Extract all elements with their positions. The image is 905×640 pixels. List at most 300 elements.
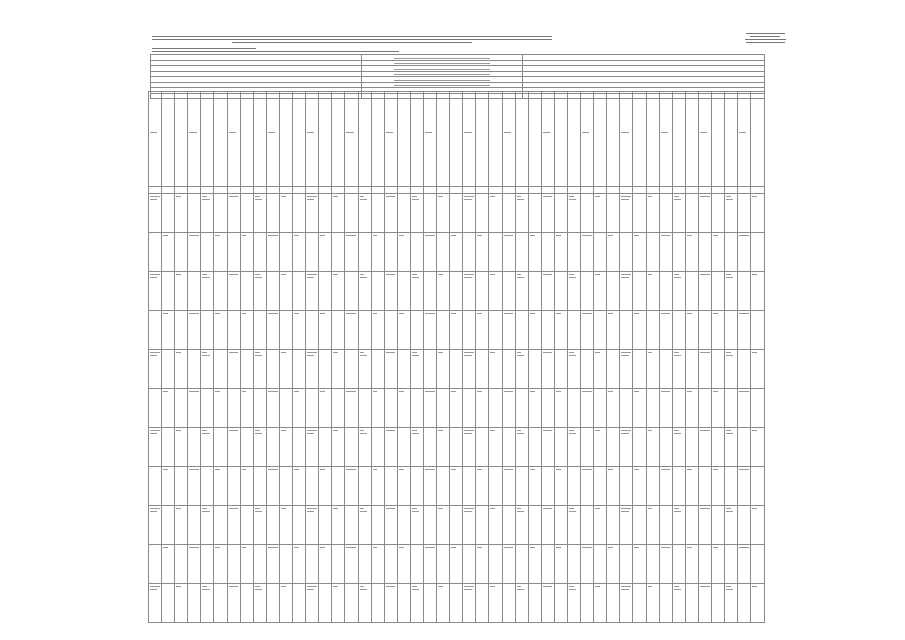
table-row-cell [554,311,567,350]
table-row-cell [345,545,358,584]
table-row-cell [306,311,319,350]
table-row-cell [214,467,227,506]
table-row-cell [345,584,358,623]
table-row-cell [188,389,201,428]
table-row-cell [554,428,567,467]
table-row-cell [738,272,751,311]
table-row-cell [476,389,489,428]
column-number-row-cell [175,187,188,194]
table-row-cell [620,389,633,428]
table-row-cell [725,584,738,623]
table-row-cell [358,350,371,389]
table-row-cell [371,194,384,233]
table-row-cell [463,467,476,506]
column-header-row-cell [515,92,528,187]
table-row-cell [594,389,607,428]
table-row-cell [214,350,227,389]
table-row-cell [332,545,345,584]
table-row-cell [437,428,450,467]
table-row-cell [751,311,765,350]
table-row-cell [581,389,594,428]
column-number-row-cell [581,187,594,194]
table-row-cell [672,467,685,506]
table-row-cell [725,233,738,272]
table-row-cell [659,428,672,467]
table-row-cell [253,506,266,545]
table-row-cell [266,467,279,506]
table-row-cell [594,194,607,233]
table-row-cell [659,389,672,428]
table-row-cell [240,467,253,506]
table-row-cell [463,506,476,545]
table-row-cell [450,389,463,428]
table-row-cell [293,467,306,506]
table-row-cell [319,428,332,467]
table-row-cell [633,350,646,389]
table-row-cell [397,506,410,545]
table-row-cell [423,467,436,506]
table-row-cell [371,389,384,428]
column-header-row-cell [149,92,162,187]
table-row-cell [253,272,266,311]
table-row-cell [620,428,633,467]
column-number-row-cell [437,187,450,194]
table-row-cell [568,389,581,428]
column-header-row-cell [188,92,201,187]
table-row-cell [162,350,175,389]
table-row-cell [345,506,358,545]
table-row-cell [162,389,175,428]
registry-table [148,91,765,623]
column-number-row-cell [293,187,306,194]
column-number-row-cell [607,187,620,194]
table-row-cell [698,389,711,428]
table-row-cell [607,428,620,467]
table-row-cell [672,272,685,311]
table-row-cell [541,584,554,623]
approval-block [738,33,793,43]
column-header-row-cell [306,92,319,187]
table-row-cell [751,233,765,272]
table-row-cell [489,194,502,233]
table-row-cell [332,506,345,545]
column-header-row-cell [646,92,659,187]
table-row-cell [541,389,554,428]
column-number-row-cell [345,187,358,194]
column-number-row-cell [712,187,725,194]
table-row-cell [214,506,227,545]
table-row-cell [489,467,502,506]
table-row-cell [214,428,227,467]
column-number-row-cell [450,187,463,194]
column-number-row-cell [188,187,201,194]
table-row-cell [633,545,646,584]
table-row-cell [528,233,541,272]
table-row-cell [725,311,738,350]
table-row-cell [214,233,227,272]
column-header-row-cell [319,92,332,187]
table-row-cell [279,350,292,389]
table-row [149,584,765,623]
table-row-cell [397,272,410,311]
column-number-row-cell [594,187,607,194]
table-row-cell [685,545,698,584]
table-row-cell [502,506,515,545]
table-row-cell [541,194,554,233]
column-number-row-cell [489,187,502,194]
table-row-cell [345,467,358,506]
table-row-cell [685,584,698,623]
table-row-cell [568,467,581,506]
column-header-row-cell [332,92,345,187]
table-row-cell [175,389,188,428]
table-row-cell [528,272,541,311]
table-row-cell [371,545,384,584]
table-row-cell [685,389,698,428]
table-row-cell [489,311,502,350]
table-row-cell [751,428,765,467]
table-row-cell [450,584,463,623]
table-row-cell [620,584,633,623]
table-row-cell [162,194,175,233]
table-row-cell [175,506,188,545]
table-row-cell [332,584,345,623]
table-row-cell [738,428,751,467]
column-header-row-cell [397,92,410,187]
table-row-cell [384,428,397,467]
table-row-cell [450,272,463,311]
table-row-cell [594,311,607,350]
table-row-cell [423,194,436,233]
table-row-cell [397,545,410,584]
table-row-cell [437,584,450,623]
table-row-cell [594,584,607,623]
table-row-cell [279,233,292,272]
table-row-cell [633,506,646,545]
table-row-cell [227,311,240,350]
table-row-cell [502,350,515,389]
table-row-cell [319,584,332,623]
table-row-cell [712,506,725,545]
table-row-cell [633,389,646,428]
table-row-cell [738,467,751,506]
table-row-cell [712,389,725,428]
table-row-cell [712,467,725,506]
table-row-cell [698,584,711,623]
table-row-cell [227,467,240,506]
table-row-cell [240,506,253,545]
table-row-cell [502,194,515,233]
table-row-cell [489,545,502,584]
table-row-cell [685,233,698,272]
table-row-cell [371,506,384,545]
column-number-row-cell [646,187,659,194]
table-row-cell [306,467,319,506]
table-row-cell [410,311,423,350]
table-row-cell [685,506,698,545]
table-row-cell [358,545,371,584]
table-row-cell [149,584,162,623]
table-row [149,506,765,545]
table-row-cell [149,545,162,584]
table-row-cell [175,233,188,272]
table-row-cell [476,272,489,311]
table-row-cell [345,311,358,350]
table-row-cell [384,545,397,584]
table-row-cell [214,545,227,584]
column-header-row-cell [240,92,253,187]
table-row-cell [581,194,594,233]
table-row-cell [410,467,423,506]
table-row-cell [162,428,175,467]
table-row-cell [227,584,240,623]
table-row-cell [437,506,450,545]
table-row-cell [450,545,463,584]
column-number-row-cell [384,187,397,194]
table-row-cell [541,467,554,506]
table-row-cell [450,233,463,272]
table-row-cell [371,584,384,623]
table-row-cell [240,584,253,623]
table-row-cell [188,311,201,350]
table-row-cell [384,311,397,350]
table-row-cell [332,311,345,350]
column-number-row-cell [502,187,515,194]
table-row-cell [738,389,751,428]
table-row-cell [502,311,515,350]
table-row-cell [751,350,765,389]
table-row-cell [214,272,227,311]
table-row-cell [253,545,266,584]
table-row-cell [332,350,345,389]
table-row-cell [201,350,214,389]
table-row-cell [515,311,528,350]
table-row-cell [384,467,397,506]
table-row-cell [149,467,162,506]
table-row-cell [646,233,659,272]
table-row-cell [620,506,633,545]
table-row-cell [568,506,581,545]
table-row-cell [476,350,489,389]
table-row-cell [607,584,620,623]
table-row-cell [659,467,672,506]
table-row-cell [751,584,765,623]
table-row-cell [371,233,384,272]
table-row-cell [594,233,607,272]
table-row-cell [332,467,345,506]
table-row-cell [568,350,581,389]
table-row-cell [672,194,685,233]
table-row-cell [437,545,450,584]
table-row-cell [266,350,279,389]
table-row-cell [541,272,554,311]
table-row-cell [423,389,436,428]
table-row-cell [423,428,436,467]
column-number-row-cell [332,187,345,194]
table-row-cell [319,389,332,428]
column-header-row-cell [698,92,711,187]
table-row-cell [541,233,554,272]
table-row-cell [528,311,541,350]
table-row-cell [201,272,214,311]
table-row-cell [345,428,358,467]
table-row-cell [450,194,463,233]
table-row-cell [162,584,175,623]
table-row-cell [620,311,633,350]
table-row-cell [266,194,279,233]
table-row-cell [384,350,397,389]
table-row-cell [253,467,266,506]
document-subtitle [152,34,552,44]
table-row-cell [633,584,646,623]
column-header-row-cell [384,92,397,187]
table-row-cell [554,272,567,311]
table-row-cell [489,506,502,545]
column-header-row-cell [659,92,672,187]
table-row-cell [266,584,279,623]
table-row-cell [279,311,292,350]
column-header-row-cell [541,92,554,187]
table-row-cell [515,389,528,428]
table-row-cell [502,545,515,584]
column-number-row-cell [410,187,423,194]
table-row-cell [410,584,423,623]
table-row-cell [384,389,397,428]
table-row-cell [712,545,725,584]
table-row-cell [502,584,515,623]
table-row-cell [437,350,450,389]
table-row-cell [698,506,711,545]
column-header-row [149,92,765,187]
table-row-cell [502,389,515,428]
table-row-cell [672,389,685,428]
table-row-cell [528,545,541,584]
table-row-cell [345,350,358,389]
table-row-cell [620,467,633,506]
table-row-cell [489,389,502,428]
table-row-cell [712,272,725,311]
table-row-cell [149,506,162,545]
table-row-cell [646,389,659,428]
table-row-cell [188,350,201,389]
table-row-cell [463,194,476,233]
table-row-cell [371,272,384,311]
table-row-cell [528,506,541,545]
table-row-cell [162,272,175,311]
table-row-cell [319,272,332,311]
table-row-cell [227,194,240,233]
column-number-row-cell [423,187,436,194]
table-row-cell [476,467,489,506]
column-number-row-cell [371,187,384,194]
table-row-cell [581,311,594,350]
table-row-cell [358,389,371,428]
table-row-cell [725,428,738,467]
column-number-row-cell [568,187,581,194]
table-row-cell [175,545,188,584]
table-row-cell [266,389,279,428]
column-number-row-cell [266,187,279,194]
table-row [149,389,765,428]
table-row-cell [633,467,646,506]
table-row-cell [214,389,227,428]
table-row-cell [515,350,528,389]
table-row-cell [541,545,554,584]
table-row-cell [358,233,371,272]
table-row-cell [489,350,502,389]
column-number-row-cell [201,187,214,194]
table-row-cell [227,272,240,311]
column-number-row-cell [685,187,698,194]
table-row-cell [646,350,659,389]
table-row-cell [659,311,672,350]
table-row-cell [397,584,410,623]
table-row-cell [332,194,345,233]
table-row-cell [279,506,292,545]
table-row-cell [725,545,738,584]
table-row-cell [345,272,358,311]
table-row-cell [279,389,292,428]
table-row-cell [568,428,581,467]
table-row-cell [253,428,266,467]
column-header-row-cell [633,92,646,187]
table-row-cell [358,311,371,350]
table-row-cell [463,545,476,584]
table-row-cell [437,389,450,428]
table-row-cell [423,506,436,545]
table-row-cell [698,311,711,350]
table-row-cell [384,194,397,233]
table-row-cell [227,545,240,584]
column-number-row-cell [214,187,227,194]
table-row-cell [685,428,698,467]
table-row-cell [633,194,646,233]
table-row-cell [201,389,214,428]
table-row-cell [581,506,594,545]
table-row-cell [240,545,253,584]
table-row-cell [188,506,201,545]
column-header-row-cell [266,92,279,187]
table-row-cell [253,584,266,623]
column-number-row-cell [397,187,410,194]
column-header-row-cell [502,92,515,187]
table-row-cell [620,350,633,389]
table-row-cell [149,194,162,233]
column-header-row-cell [476,92,489,187]
table-row-cell [476,506,489,545]
table-row-cell [541,350,554,389]
column-header-row-cell [253,92,266,187]
table-row-cell [712,428,725,467]
table-row-cell [162,311,175,350]
table-row-cell [568,545,581,584]
column-number-row-cell [659,187,672,194]
table-row-cell [698,428,711,467]
table-row-cell [751,272,765,311]
table-row-cell [188,584,201,623]
table-row-cell [646,272,659,311]
column-number-row-cell [319,187,332,194]
table-row-cell [672,506,685,545]
table-row-cell [240,350,253,389]
table-row-cell [489,584,502,623]
column-number-row-cell [162,187,175,194]
table-row-cell [293,545,306,584]
table-row-cell [515,506,528,545]
table-row-cell [554,584,567,623]
table-row-cell [397,389,410,428]
column-number-row [149,187,765,194]
